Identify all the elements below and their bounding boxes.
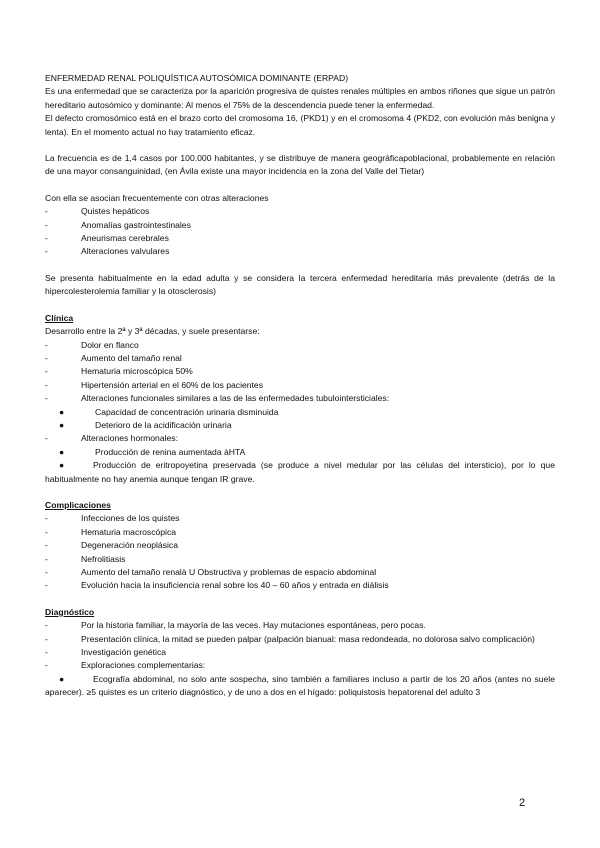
bullet-item-wrapped: ● Ecografía abdominal, no solo ante sospecha, sino también a familiares incluso a partir de los 20 años (antes no suele aparecer). ≥5 quistes es un criterio diagnóstico, y de uno a dos en el hígado: poliquistosis hepatorenal del adulto 3 <box>45 673 555 698</box>
list-item: - Alteraciones funcionales similares a las de las enfermedades tubulointersticiales: <box>45 393 390 404</box>
list-item: - Anomalías gastrointestinales <box>45 219 191 230</box>
diagnostico-list <box>45 619 555 673</box>
diagnostico-heading: Diagnóstico <box>45 606 95 617</box>
bullet-item-wrapped: ● Producción de eritropoyetina preservada (se produce a nivel medular por las células del intersticio), por lo que habitualmente no hay anemia aunque tengan IR grave. <box>45 460 555 484</box>
bullet-item: ● Producción de renina aumentada àHTA <box>59 446 246 457</box>
frequency-paragraph: La frecuencia es de 1,4 casos por 100.000 habitantes, y se distribuye de manera geográficapoblacional, probablemente en relación de una mayor consanguinidad, (en Ávila existe una mayor incidencia en la zona del Valle del Tietar) <box>45 153 555 177</box>
list-item: - Nefrolitiasis <box>45 553 126 564</box>
list-item: - Quistes hepáticos <box>45 206 150 217</box>
list-item: - Degeneración neoplásica <box>45 540 178 551</box>
bullet-item: ● Deterioro de la acidificación urinaria <box>59 419 232 430</box>
list-item: - Hematuria microscópica 50% <box>45 366 193 377</box>
associations-list <box>45 205 555 259</box>
intro-paragraph-2: El defecto cromosómico está en el brazo corto del cromosoma 16, (PKD1) y en el cromosoma 4 (PKD2, con evolución más benigna y lenta). En el momento actual no hay tratamiento eficaz. <box>45 113 555 137</box>
complicaciones-heading: Complicaciones <box>45 499 111 510</box>
associations-intro: Con ella se asocian frecuentemente con otras alteraciones <box>45 192 269 203</box>
list-item: - Alteraciones hormonales: <box>45 433 178 444</box>
list-item: - Evolución hacia la insuficiencia renal sobre los 40 – 60 años y entrada en diálisis <box>45 580 389 591</box>
list-item: - Aneurismas cerebrales <box>45 233 169 244</box>
list-item: - Investigación genética <box>45 647 167 658</box>
list-item: - Alteraciones valvulares <box>45 246 170 257</box>
document-title: ENFERMEDAD RENAL POLIQUÍSTICA AUTOSÓMICA DOMINANTE (ERPAD) <box>45 73 349 83</box>
list-item: - Aumento del tamaño renalà U Obstructiva y problemas de espacio abdominal <box>45 567 377 577</box>
list-item: - Infecciones de los quistes <box>45 513 180 524</box>
list-item: - Por la historia familiar, la mayoría de las veces. Hay mutaciones espontáneas, pero pocas. <box>45 620 426 631</box>
prevalence-paragraph: Se presenta habitualmente en la edad adulta y se considera la tercera enfermedad hereditaria más prevalente (detrás de la hipercolesterolemia familiar y la otosclerosis) <box>45 272 555 297</box>
list-item: - Presentación clínica, la mitad se pueden palpar (palpación bianual: masa redondeada, no dolorosa salvo complicación) <box>45 633 535 644</box>
list-item: - Hipertensión arterial en el 60% de los pacientes <box>45 379 264 390</box>
clinica-list <box>45 339 555 406</box>
clinica-intro: Desarrollo entre la 2ª y 3ª décadas, y suele presentarse: <box>45 326 260 337</box>
page-number: 2 <box>519 797 526 809</box>
list-item: - Aumento del tamaño renal <box>45 352 182 363</box>
clinica-heading: Clínica <box>45 312 74 323</box>
list-item: - Dolor en flanco <box>45 339 139 350</box>
document-page <box>45 72 555 700</box>
list-item: - Exploraciones complementarias: <box>45 660 206 671</box>
intro-paragraph-1: Es una enfermedad que se caracteriza por la aparición progresiva de quistes renales múltiples en ambos riñones que sigue un patrón hereditario autosómico y dominante: Al menos el 75% de la descendencia puede tener la enfermedad. <box>45 86 555 110</box>
list-item: - Hematuria macroscópica <box>45 526 177 537</box>
clinica-sublist-1 <box>45 406 555 433</box>
complicaciones-list <box>45 512 555 592</box>
bullet-item: ● Capacidad de concentración urinaria disminuida <box>59 406 279 417</box>
